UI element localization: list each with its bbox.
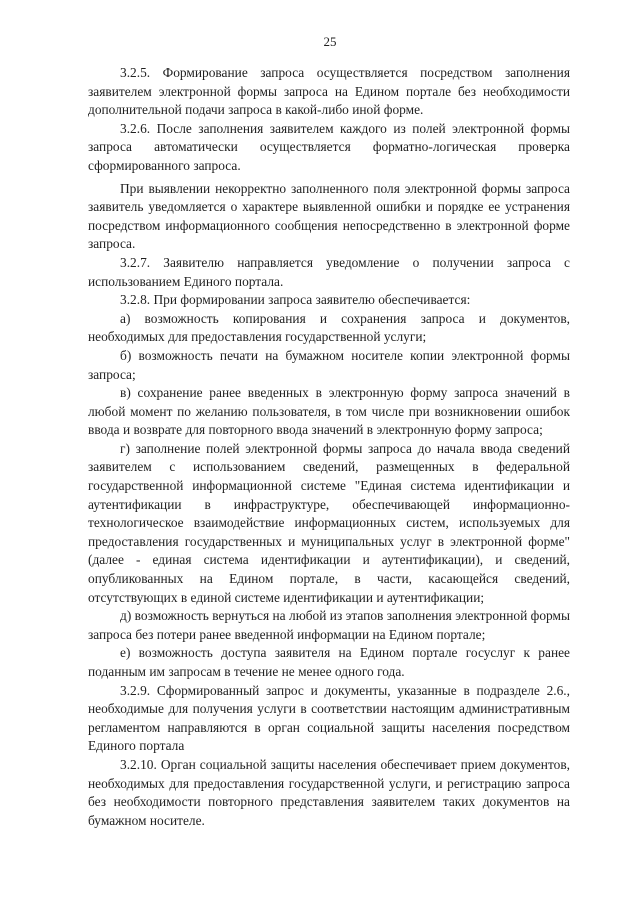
paragraph-3-2-7: 3.2.7. Заявителю направляется уведомление о получении запроса с использованием Единого портала. xyxy=(88,254,570,289)
list-item-d: д) возможность вернуться на любой из этапов заполнения электронной формы запроса без потери ранее введенной информации на Едином портале; xyxy=(88,608,570,642)
list-item-b: б) возможность печати на бумажном носителе копии электронной формы запроса; xyxy=(88,347,570,382)
paragraph-error-notice: При выявлении некорректно заполненного поля электронной формы запроса заявитель уведомляется о характере выявленной ошибки и порядке ее устранения посредством информационного сообщения непосредственно в электронной форме запроса. xyxy=(88,180,570,252)
list-item-v: в) сохранение ранее введенных в электронную форму запроса значений в любой момент по желанию пользователя, в том числе при возникновении ошибок ввода и возврате для повторного ввода значений в электронную форму запроса; xyxy=(88,385,570,438)
paragraph-3-2-10: 3.2.10. Орган социальной защиты населения обеспечивает прием документов, необходимых для предоставления государственной услуги, и регистрацию запроса без необходимости повторного представления заявителем таких документов на бумажном носителе. xyxy=(88,756,570,828)
list-item-a: а) возможность копирования и сохранения запроса и документов, необходимых для предоставления государственной услуги; xyxy=(88,310,570,345)
paragraph-3-2-6: 3.2.6. После заполнения заявителем каждого из полей электронной формы запроса автоматически осуществляется форматно-логическая проверка сформированного запроса. xyxy=(88,120,570,173)
page-number: 25 xyxy=(323,34,337,49)
list-item-g: г) заполнение полей электронной формы запроса до начала ввода сведений заявителем с использованием сведений, размещенных в федеральной государственной информационной системе "Единая система идентификации и аутентификации в инфраструктуре, обеспечивающей информационно-технологическое взаимодействие информационных систем, используемых для предоставления государственных и муниципальных услуг в электронной форме" (далее - единая система идентификации и аутентификации), и сведений, опубликованных на Едином портале, в части, касающейся сведений, отсутствующих в единой системе идентификации и аутентификации; xyxy=(88,440,570,605)
paragraph-3-2-8: 3.2.8. При формировании запроса заявителю обеспечивается: xyxy=(120,292,471,308)
paragraph-3-2-5: 3.2.5. Формирование запроса осуществляется посредством заполнения заявителем электронной формы запроса на Едином портале без необходимости дополнительной подачи запроса в какой-либо иной форме. xyxy=(88,65,570,118)
paragraph-3-2-9: 3.2.9. Сформированный запрос и документы, указанные в подразделе 2.6., необходимые для получения услуги в соответствии настоящим административным регламентом направляются в орган социальной защиты населения посредством Единого портала xyxy=(88,682,570,754)
list-item-e: е) возможность доступа заявителя на Едином портале госуслуг к ранее поданным им запросам в течение не менее одного года. xyxy=(88,645,570,679)
